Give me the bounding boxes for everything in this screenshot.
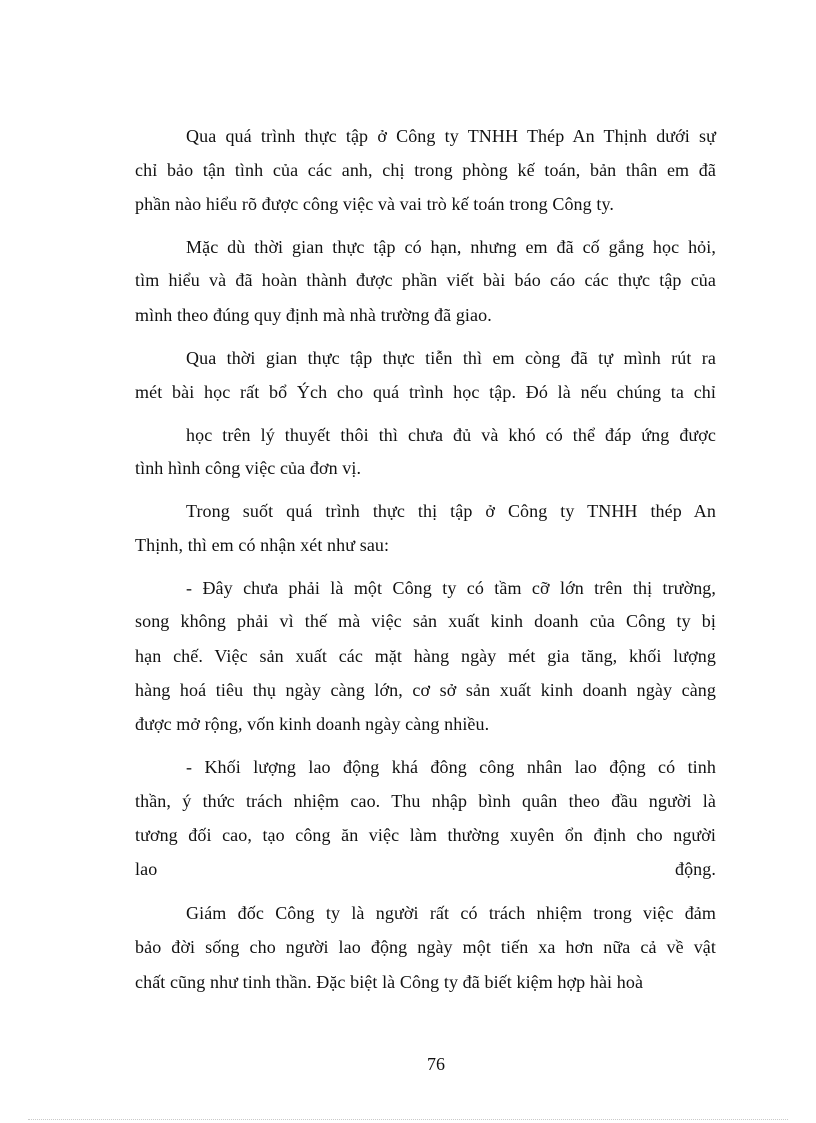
p3-line-1: Qua thời gian thực tập thực tiễn thì em còng đã tự mình rút ra [186, 348, 716, 368]
p1-line-2: chỉ bảo tận tình của các anh, chị trong phòng kế toán, bản thân em đã [135, 160, 716, 180]
p1-line-1: Qua quá trình thực tập ở Công ty TNHH Thép An Thịnh dưới sự [186, 126, 716, 146]
page-bottom-divider [28, 1119, 788, 1120]
p5-line-1: Trong suốt quá trình thực thị tập ở Công ty TNHH thép An [186, 501, 716, 521]
p4-line-1: học trên lý thuyết thôi thì chưa đủ và khó có thể đáp ứng được [186, 425, 716, 445]
p2-line-2: tìm hiểu và đã hoàn thành được phần viết bài báo cáo các thực tập của [135, 270, 716, 290]
p8-line-3: chất cũng như tinh thần. Đặc biệt là Công ty đã biết kiệm hợp hài hoà [135, 972, 644, 992]
p8-line-1: Giám đốc Công ty là người rất có trách nhiệm trong việc đảm [186, 903, 716, 923]
p6-line-5: được mở rộng, vốn kinh doanh ngày càng nhiều. [135, 714, 490, 734]
p5-line-2: Thịnh, thì em có nhận xét như sau: [135, 535, 390, 555]
p8-line-2: bảo đời sống cho người lao động ngày một tiến xa hơn nữa cả về vật [135, 937, 716, 957]
page-number: 76 [427, 1054, 445, 1074]
p2-line-1: Mặc dù thời gian thực tập có hạn, nhưng em đã cố gắng học hỏi, [186, 237, 716, 257]
p7-line-1: - Khối lượng lao động khá đông công nhân lao động có tinh [186, 757, 716, 777]
p7-line-3: tương đối cao, tạo công ăn việc làm thường xuyên ổn định cho người [135, 825, 716, 845]
p1-line-3: phần nào hiểu rõ được công việc và vai trò kế toán trong Công ty. [135, 194, 614, 214]
p6-line-2: song không phải vì thế mà việc sản xuất kinh doanh của Công ty bị [135, 611, 716, 631]
p6-line-1: - Đây chưa phải là một Công ty có tầm cỡ lớn trên thị trường, [186, 578, 716, 598]
p7-line-2: thần, ý thức trách nhiệm cao. Thu nhập bình quân theo đầu người là [135, 791, 716, 811]
p6-line-3: hạn chế. Việc sản xuất các mặt hàng ngày mét gia tăng, khối lượng [135, 646, 716, 666]
p4-line-2: tình hình công việc của đơn vị. [135, 458, 362, 478]
p6-line-4: hàng hoá tiêu thụ ngày càng lớn, cơ sở sản xuất kinh doanh ngày càng [135, 680, 716, 700]
p2-line-3: mình theo đúng quy định mà nhà trường đã giao. [135, 305, 492, 325]
p3-line-2: mét bài học rất bổ Ých cho quá trình học tập. Đó là nếu chúng ta chỉ [135, 382, 716, 402]
p7-line-4: lao động. [135, 859, 716, 879]
